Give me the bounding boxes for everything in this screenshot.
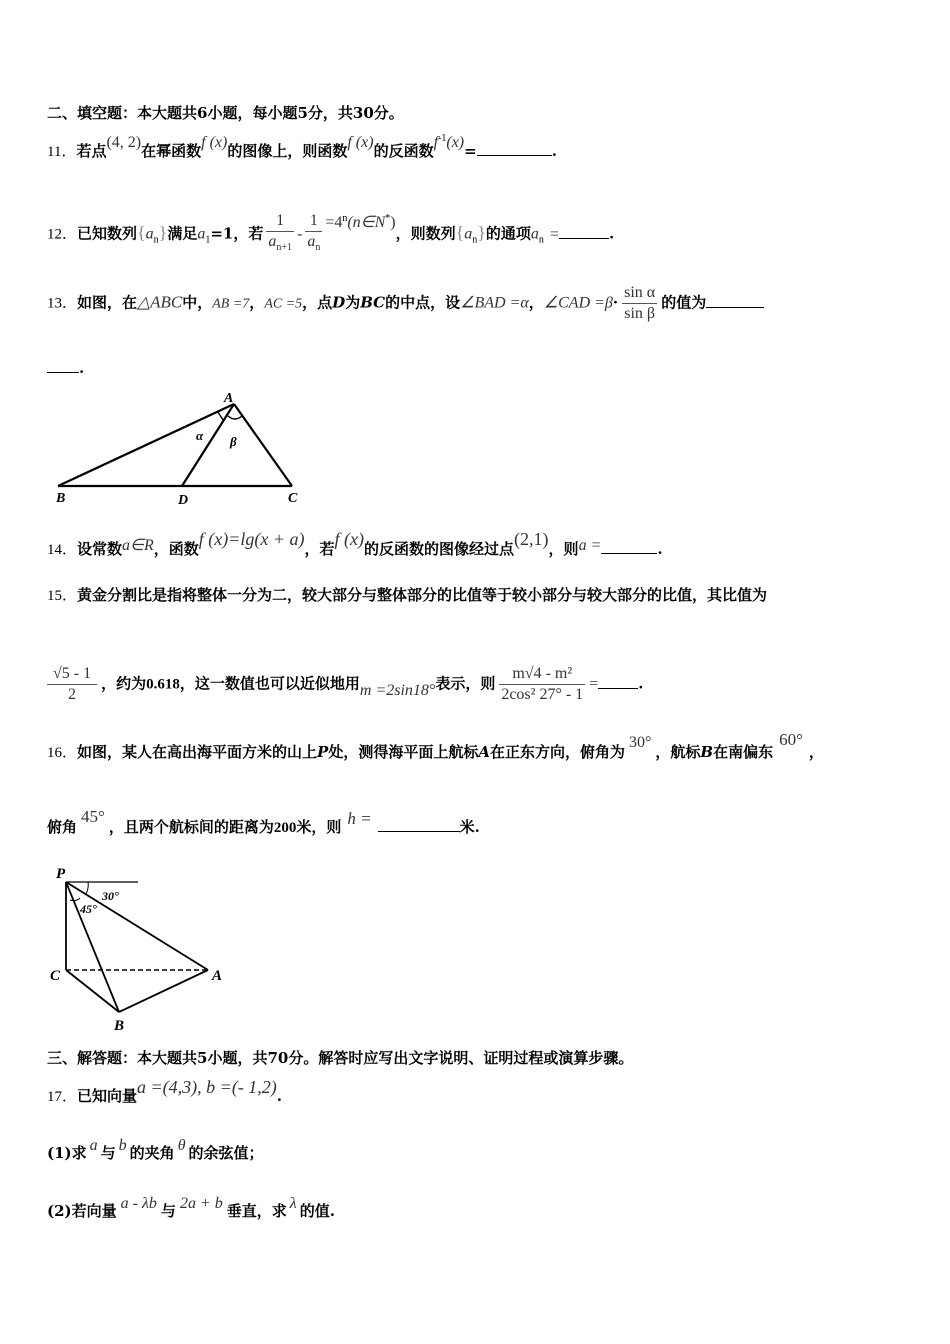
q15-eq: = [589, 675, 599, 693]
q13-end: . [79, 359, 85, 377]
q13-comma-2: ， [528, 293, 544, 312]
q14-text-2: ，函数 [153, 540, 199, 558]
question-15-continued [47, 664, 643, 705]
q11-text-1: 若点 [76, 142, 107, 160]
q17p1-b: b [118, 1137, 127, 1154]
rhs-star: * [385, 212, 391, 224]
q11-text-2: 在幂函数 [141, 142, 202, 160]
q12-text-4: 的通项 [485, 224, 531, 243]
q15-line-1: 黄金分割比是指将整体一分为二，较大部分与整体部分的比值等于较小部分与较大部分的比值，其比值为 [77, 586, 768, 604]
q12-eq1: =1，若 [210, 224, 264, 243]
label-c: C [50, 968, 61, 984]
q12-fraction-2 [305, 211, 322, 258]
question-16-continued [47, 807, 480, 838]
q17-end: . [276, 1087, 283, 1105]
frac-denominator [266, 232, 294, 258]
part-label: (1) [47, 1144, 72, 1162]
question-number: 16． [47, 745, 78, 761]
q16-angle-30: 30° [628, 734, 652, 751]
q14-func-2: f (x) [334, 529, 365, 549]
frac-denominator: 2cos² 27° - 1 [501, 686, 584, 703]
q17p2-text-2: 与 [160, 1202, 176, 1220]
answer-blank[interactable] [477, 141, 552, 156]
question-15 [47, 585, 767, 606]
label-alpha: α [196, 428, 204, 443]
frac-den-sub: n+1 [276, 242, 292, 254]
label-a: A [224, 391, 234, 406]
q11-inverse-func [434, 133, 465, 151]
q13-triangle: △ABC [137, 292, 183, 312]
q15-text-3: 表示，则 [435, 674, 496, 693]
q15-value: 0.618 [146, 676, 180, 693]
q17p1-a: a [89, 1137, 98, 1154]
q15-expression-fraction [499, 664, 585, 705]
question-number: 11． [47, 144, 77, 160]
q13-text-6: 的值为 [661, 293, 707, 312]
q16-text-6: ， [808, 743, 824, 761]
q17-text-1: 已知向量 [77, 1087, 138, 1105]
rhs-close: ) [390, 213, 396, 231]
q14-text-1: 设常数 [77, 540, 123, 558]
question-17 [47, 1077, 283, 1107]
question-11 [47, 133, 557, 162]
q15-text-2: ，这一数值也可以近似地用 [179, 674, 360, 693]
q17p1-text-3: 的夹角 [129, 1144, 175, 1162]
label-a: A [212, 968, 223, 984]
q17p2-vector-1: a - λb [120, 1195, 157, 1212]
q16-point-a: A [478, 743, 490, 761]
q16-text-4: ，航标 [655, 743, 701, 761]
rhs-cond: (n∈N [347, 213, 386, 231]
question-number: 12． [47, 226, 78, 243]
q11-inv-x: (x) [446, 134, 465, 151]
q14-text-3: ，若 [304, 540, 335, 558]
q17p1-text-1: 求 [71, 1144, 87, 1162]
frac-numerator: 1 [266, 211, 294, 232]
arc-alpha [218, 412, 224, 420]
answer-blank[interactable] [378, 817, 460, 832]
q17-vectors: a =(4,3), b =(- 1,2) [137, 1077, 277, 1097]
answer-blank[interactable] [559, 224, 609, 239]
q16-point-b: B [700, 743, 714, 761]
arc-beta [228, 416, 242, 419]
section-heading-text: 二、填空题：本大题共6小题，每小题5分，共30分。 [47, 104, 404, 122]
q11-text-4: 的反函数 [373, 142, 434, 160]
left-brace: { [137, 222, 146, 243]
q15-end: . [638, 674, 644, 693]
q16-h: h = [347, 809, 372, 828]
label-b: B [56, 491, 66, 506]
label-c: C [288, 491, 298, 506]
left-brace: { [455, 222, 465, 243]
question-12 [47, 211, 614, 258]
rhs-4: =4 [325, 213, 343, 231]
answer-blank[interactable] [598, 674, 638, 689]
answer-blank[interactable] [601, 539, 657, 554]
label-p: P [56, 866, 66, 882]
question-13 [47, 283, 764, 324]
question-17-part-2 [47, 1195, 335, 1222]
q12-eq2: = [549, 225, 559, 243]
q14-cond: a∈R [122, 537, 154, 554]
frac-numerator: sin α [622, 283, 657, 304]
section-heading-solutions [47, 1048, 633, 1068]
q13-comma: ， [249, 293, 265, 312]
q13-text-2: 中， [182, 293, 213, 312]
q11-power-func: f (x) [201, 134, 228, 151]
q12-fraction-1 [266, 211, 294, 258]
q17p1-theta: θ [177, 1137, 186, 1154]
q16-distance: 200 [273, 820, 297, 836]
frac-den-sub: n [315, 242, 321, 254]
q13-text-3: ，点 [302, 293, 333, 312]
frac-numerator: 1 [305, 211, 322, 232]
q14-def: =lg(x + a) [228, 529, 305, 549]
frac-den-a: a [268, 233, 277, 250]
q17p1-text-4: 的余弦值； [188, 1144, 264, 1162]
frac-denominator: sin β [624, 305, 656, 322]
q16-text-9: 米，则 [296, 818, 342, 836]
section-heading-fill-in [47, 103, 404, 123]
question-16 [47, 730, 824, 763]
label-45: 45° [80, 902, 97, 916]
label-d: D [178, 493, 189, 506]
q14-end: . [657, 540, 663, 558]
answer-blank-continued[interactable] [47, 358, 79, 373]
q12-minus: - [296, 225, 303, 243]
q13-fraction [622, 283, 657, 324]
q17p1-text-2: 与 [100, 1144, 116, 1162]
label-beta: β [230, 434, 237, 449]
q11-inv-f: f [433, 134, 439, 151]
q17p2-text-4: 的值. [299, 1202, 335, 1220]
q12-general-term-sub: n [538, 234, 544, 246]
q12-text-1: 已知数列 [77, 224, 138, 243]
q17p2-text-1: 若向量 [71, 1202, 117, 1220]
q17p2-vector-2: 2a + b [179, 1195, 223, 1212]
q12-text-2: 满足 [167, 224, 198, 243]
frac-numerator: m√4 - m² [499, 664, 585, 685]
q13-dot: · [612, 293, 619, 312]
label-b: B [114, 1018, 125, 1034]
q11-text-3: 的图像上，则函数 [227, 142, 348, 160]
question-number: 15． [47, 588, 78, 604]
q12-rhs [325, 213, 395, 231]
q12-general-term: a [530, 225, 539, 243]
question-number: 17． [47, 1089, 78, 1105]
question-number: 14． [47, 542, 78, 558]
segment-ac [234, 404, 292, 486]
arc-30 [86, 882, 88, 894]
frac-denominator [305, 232, 322, 258]
q12-an: a [145, 225, 154, 243]
q13-angle-bad: ∠BAD =α [460, 294, 529, 312]
q14-a: a = [578, 537, 602, 554]
frac-denominator: 2 [68, 686, 77, 703]
question-14 [47, 529, 663, 560]
q14-point: (2,1) [514, 529, 549, 549]
q13-angle-cad: ∠CAD =β [543, 294, 613, 312]
q16-angle-60: 60° [779, 730, 803, 749]
q12-text-3: ，则数列 [395, 224, 456, 243]
q16-text-10: 米. [459, 818, 480, 836]
golden-ratio-fraction [47, 664, 97, 705]
q13-ac: AC =5 [264, 296, 303, 312]
arc-45 [70, 898, 80, 901]
q16-text-5: 在南偏东 [713, 743, 774, 761]
segment-ba [119, 970, 208, 1012]
section-heading-text: 三、解答题：本大题共5小题，共70分。解答时应写出文字说明、证明过程或演算步骤。 [47, 1049, 634, 1067]
q13-text-5: 的中点，设 [385, 293, 461, 312]
q14-text-5: ，则 [548, 540, 579, 558]
q16-text-1: 如图，某人在高出海平面方米的山上 [77, 743, 318, 761]
q11-inv-exp: -1 [438, 133, 447, 144]
q16-text-8: ，且两个航标间的距离为 [108, 818, 274, 836]
figure-mountain-p [46, 862, 246, 1040]
q12-an-2: a [464, 225, 473, 243]
q16-text-2: 处，测得海平面上航标 [328, 743, 479, 761]
q13-text-4: 为 [345, 293, 361, 312]
question-number: 13． [47, 295, 78, 312]
question-17-part-1 [47, 1137, 264, 1164]
right-brace: } [477, 222, 486, 243]
segment-pa [66, 882, 208, 970]
part-label: (2) [47, 1202, 72, 1220]
q16-text-7: 俯角 [47, 818, 78, 836]
q17p2-lambda: λ [289, 1195, 297, 1212]
q12-an-sub: n [153, 234, 159, 246]
label-30: 30° [102, 889, 119, 903]
right-brace: } [158, 222, 168, 243]
q15-m-def: m =2sin18° [359, 681, 436, 699]
q16-text-3: 在正东方向，俯角为 [489, 743, 625, 761]
q12-an-2-sub: n [472, 234, 478, 246]
q11-end: . [551, 142, 557, 160]
q17p2-text-3: 垂直，求 [226, 1202, 287, 1220]
q11-point: (4, 2) [106, 134, 142, 151]
q15-text-1: ，约为 [101, 674, 147, 693]
q11-eq: = [464, 142, 477, 160]
q13-ab: AB =7 [212, 296, 250, 312]
q13-text-1: 如图，在 [77, 293, 138, 312]
q14-text-4: 的反函数的图像经过点 [364, 540, 515, 558]
q16-point-p: P [317, 743, 329, 761]
q12-end: . [608, 224, 615, 243]
q16-angle-45: 45° [81, 807, 105, 826]
question-13-continued [47, 358, 84, 378]
figure-triangle-abc [50, 382, 320, 506]
frac-numerator: √5 - 1 [47, 664, 97, 685]
q13-segment-bc: BC [360, 293, 386, 312]
q13-point-d: D [332, 293, 346, 312]
answer-blank[interactable] [706, 293, 764, 308]
q12-a1-sub: 1 [205, 234, 211, 246]
q14-func: f (x) [198, 529, 229, 549]
frac-den-a: a [307, 233, 316, 250]
q12-a1: a [197, 225, 206, 243]
rhs-exp: n [342, 212, 348, 224]
q11-func: f (x) [347, 134, 374, 151]
